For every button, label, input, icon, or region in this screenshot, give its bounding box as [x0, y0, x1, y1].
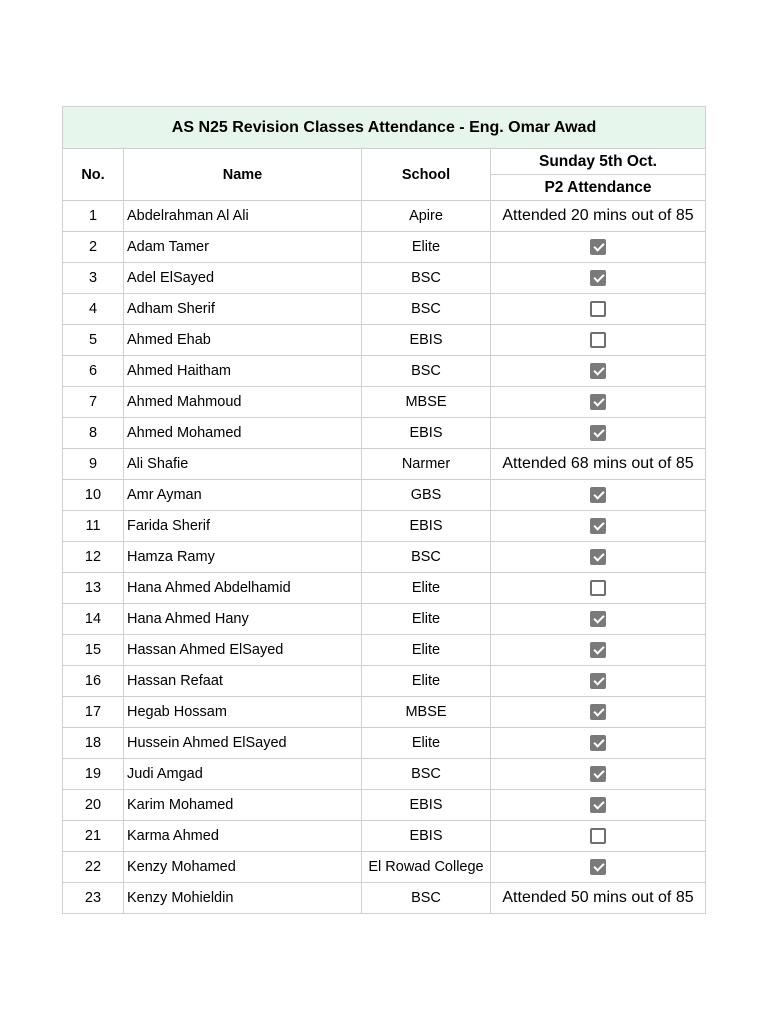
cell-name: Adam Tamer	[124, 232, 362, 263]
table-row	[63, 325, 706, 356]
checkbox-checked-icon[interactable]	[590, 425, 606, 441]
cell-attendance	[491, 325, 706, 356]
cell-attendance	[491, 728, 706, 759]
table-row	[63, 418, 706, 449]
cell-school: BSC	[362, 883, 491, 914]
cell-attendance	[491, 790, 706, 821]
checkbox-unchecked-icon[interactable]	[590, 580, 606, 596]
checkbox-checked-icon[interactable]	[590, 270, 606, 286]
cell-name: Amr Ayman	[124, 480, 362, 511]
table-row	[63, 449, 706, 480]
cell-attendance: Attended 20 mins out of 85	[491, 201, 706, 232]
cell-school: BSC	[362, 356, 491, 387]
checkbox-checked-icon[interactable]	[590, 518, 606, 534]
table-row	[63, 852, 706, 883]
checkbox-checked-icon[interactable]	[590, 642, 606, 658]
checkbox-unchecked-icon[interactable]	[590, 828, 606, 844]
cell-no: 11	[63, 511, 124, 542]
cell-no: 13	[63, 573, 124, 604]
table-row	[63, 790, 706, 821]
table-row	[63, 821, 706, 852]
cell-name: Ahmed Mohamed	[124, 418, 362, 449]
title-row	[63, 107, 706, 149]
cell-school: Elite	[362, 666, 491, 697]
table-row	[63, 635, 706, 666]
cell-attendance	[491, 666, 706, 697]
cell-name: Hamza Ramy	[124, 542, 362, 573]
cell-school: Elite	[362, 232, 491, 263]
header-name: Name	[124, 149, 362, 201]
cell-school: EBIS	[362, 325, 491, 356]
checkbox-checked-icon[interactable]	[590, 673, 606, 689]
checkbox-checked-icon[interactable]	[590, 735, 606, 751]
checkbox-unchecked-icon[interactable]	[590, 301, 606, 317]
cell-no: 6	[63, 356, 124, 387]
header-school: School	[362, 149, 491, 201]
cell-school: El Rowad College	[362, 852, 491, 883]
cell-name: Hana Ahmed Abdelhamid	[124, 573, 362, 604]
checkbox-checked-icon[interactable]	[590, 611, 606, 627]
checkbox-checked-icon[interactable]	[590, 239, 606, 255]
cell-name: Ahmed Mahmoud	[124, 387, 362, 418]
cell-no: 14	[63, 604, 124, 635]
cell-school: BSC	[362, 542, 491, 573]
table-row	[63, 480, 706, 511]
table-row	[63, 356, 706, 387]
cell-school: Elite	[362, 604, 491, 635]
checkbox-checked-icon[interactable]	[590, 549, 606, 565]
cell-attendance	[491, 759, 706, 790]
cell-attendance	[491, 263, 706, 294]
cell-school: EBIS	[362, 821, 491, 852]
header-no: No.	[63, 149, 124, 201]
header-date: Sunday 5th Oct.	[491, 149, 706, 175]
cell-attendance	[491, 480, 706, 511]
cell-school: BSC	[362, 263, 491, 294]
cell-name: Hegab Hossam	[124, 697, 362, 728]
checkbox-checked-icon[interactable]	[590, 487, 606, 503]
header-row	[63, 149, 706, 175]
table-row	[63, 232, 706, 263]
sheet-title: AS N25 Revision Classes Attendance - Eng. Omar Awad	[63, 107, 706, 149]
table-row	[63, 728, 706, 759]
cell-name: Kenzy Mohieldin	[124, 883, 362, 914]
cell-school: MBSE	[362, 697, 491, 728]
cell-name: Abdelrahman Al Ali	[124, 201, 362, 232]
cell-no: 4	[63, 294, 124, 325]
cell-attendance	[491, 418, 706, 449]
checkbox-checked-icon[interactable]	[590, 704, 606, 720]
table-row	[63, 697, 706, 728]
cell-attendance	[491, 821, 706, 852]
cell-name: Karma Ahmed	[124, 821, 362, 852]
cell-name: Karim Mohamed	[124, 790, 362, 821]
cell-attendance	[491, 635, 706, 666]
checkbox-checked-icon[interactable]	[590, 859, 606, 875]
checkbox-checked-icon[interactable]	[590, 394, 606, 410]
cell-no: 20	[63, 790, 124, 821]
cell-name: Kenzy Mohamed	[124, 852, 362, 883]
cell-school: Elite	[362, 573, 491, 604]
cell-attendance	[491, 232, 706, 263]
cell-name: Hassan Refaat	[124, 666, 362, 697]
cell-school: MBSE	[362, 387, 491, 418]
cell-no: 22	[63, 852, 124, 883]
table-row	[63, 542, 706, 573]
cell-no: 9	[63, 449, 124, 480]
cell-attendance	[491, 852, 706, 883]
table-row	[63, 666, 706, 697]
table-row	[63, 573, 706, 604]
cell-school: Apire	[362, 201, 491, 232]
cell-name: Adel ElSayed	[124, 263, 362, 294]
cell-attendance	[491, 697, 706, 728]
cell-no: 16	[63, 666, 124, 697]
table-row	[63, 201, 706, 232]
table-row	[63, 263, 706, 294]
cell-school: GBS	[362, 480, 491, 511]
attendance-sheet	[62, 106, 706, 914]
cell-school: EBIS	[362, 790, 491, 821]
cell-attendance	[491, 294, 706, 325]
header-attendance: P2 Attendance	[491, 175, 706, 201]
cell-name: Judi Amgad	[124, 759, 362, 790]
cell-no: 2	[63, 232, 124, 263]
cell-attendance: Attended 68 mins out of 85	[491, 449, 706, 480]
cell-no: 10	[63, 480, 124, 511]
checkbox-checked-icon[interactable]	[590, 766, 606, 782]
table-row	[63, 511, 706, 542]
cell-school: Elite	[362, 728, 491, 759]
cell-no: 12	[63, 542, 124, 573]
cell-attendance	[491, 387, 706, 418]
cell-attendance	[491, 542, 706, 573]
cell-attendance	[491, 356, 706, 387]
cell-no: 7	[63, 387, 124, 418]
cell-no: 5	[63, 325, 124, 356]
cell-school: BSC	[362, 294, 491, 325]
table-row	[63, 759, 706, 790]
cell-school: EBIS	[362, 511, 491, 542]
cell-attendance	[491, 511, 706, 542]
cell-no: 23	[63, 883, 124, 914]
student-rows	[63, 201, 706, 914]
cell-name: Adham Sherif	[124, 294, 362, 325]
cell-school: Elite	[362, 635, 491, 666]
cell-no: 19	[63, 759, 124, 790]
cell-name: Ahmed Ehab	[124, 325, 362, 356]
cell-attendance	[491, 573, 706, 604]
cell-name: Hassan Ahmed ElSayed	[124, 635, 362, 666]
checkbox-unchecked-icon[interactable]	[590, 332, 606, 348]
checkbox-checked-icon[interactable]	[590, 363, 606, 379]
table-row	[63, 294, 706, 325]
cell-name: Hana Ahmed Hany	[124, 604, 362, 635]
cell-name: Hussein Ahmed ElSayed	[124, 728, 362, 759]
cell-no: 1	[63, 201, 124, 232]
cell-name: Farida Sherif	[124, 511, 362, 542]
cell-attendance: Attended 50 mins out of 85	[491, 883, 706, 914]
cell-school: BSC	[362, 759, 491, 790]
cell-no: 15	[63, 635, 124, 666]
cell-no: 8	[63, 418, 124, 449]
cell-school: EBIS	[362, 418, 491, 449]
table-row	[63, 387, 706, 418]
cell-school: Narmer	[362, 449, 491, 480]
cell-name: Ahmed Haitham	[124, 356, 362, 387]
table-row	[63, 604, 706, 635]
cell-no: 3	[63, 263, 124, 294]
cell-no: 21	[63, 821, 124, 852]
cell-name: Ali Shafie	[124, 449, 362, 480]
cell-no: 17	[63, 697, 124, 728]
table-row	[63, 883, 706, 914]
checkbox-checked-icon[interactable]	[590, 797, 606, 813]
cell-attendance	[491, 604, 706, 635]
cell-no: 18	[63, 728, 124, 759]
